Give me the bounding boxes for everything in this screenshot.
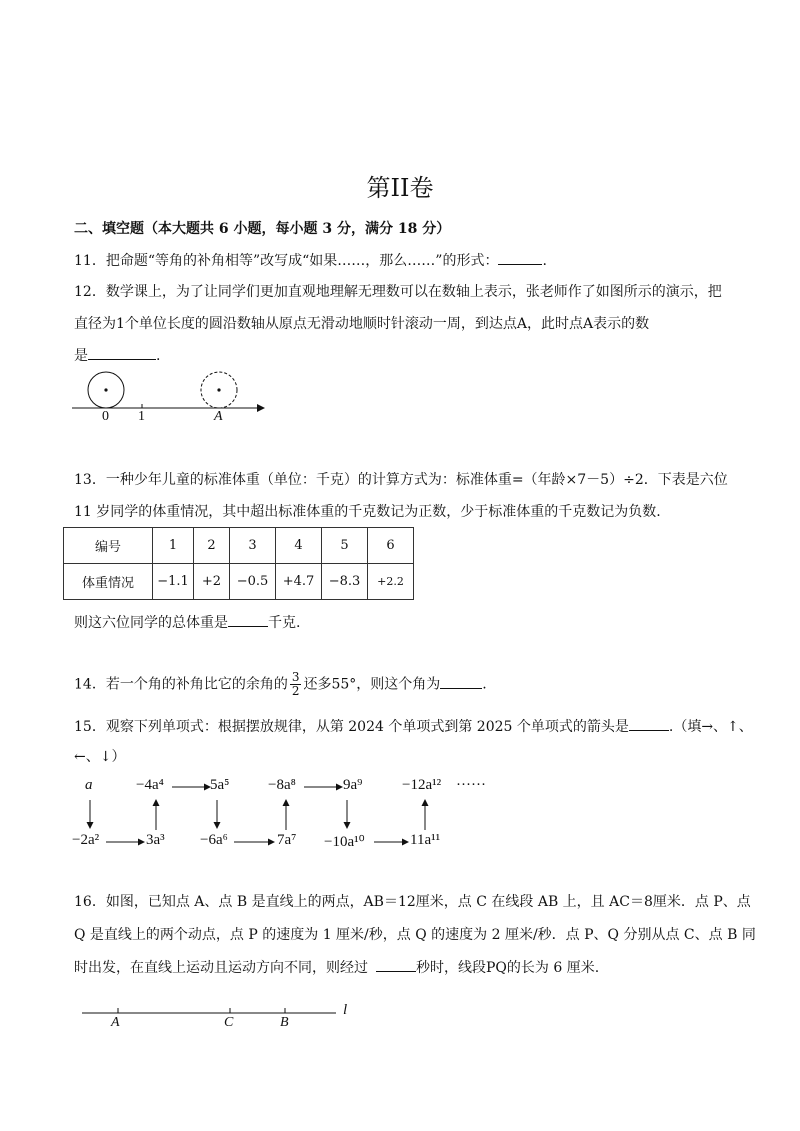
q13-after-text: 则这六位同学的总体重是 — [74, 615, 228, 631]
q11-period: . — [542, 253, 547, 269]
term-6: −6a⁶ — [200, 832, 228, 848]
q11-answer-blank[interactable] — [498, 263, 542, 265]
dashed-circle-center — [217, 388, 220, 391]
term-2: −2a² — [72, 832, 100, 848]
q12-line3-text: 是 — [74, 348, 88, 364]
page-title: 第II卷 — [366, 174, 434, 202]
q14-text: 14．若一个角的补角比它的余角的 — [74, 676, 288, 693]
solid-circle-center — [104, 388, 107, 391]
term-11: 11a¹¹ — [410, 832, 441, 848]
table-cell: 4 — [276, 528, 322, 564]
q13-line1: 13．一种少年儿童的标准体重（单位：千克）的计算方式为：标准体重=（年龄×7－5）÷2．下表是六位 — [74, 472, 728, 488]
q12-line1: 12．数学课上，为了让同学们更加直观地理解无理数可以在数轴上表示，张老师作了如图所示的演示，把 — [74, 284, 722, 300]
question-14 — [74, 671, 487, 698]
term-1: a — [85, 777, 93, 793]
table-cell: 体重情况 — [64, 564, 153, 600]
label-point-A: A — [111, 1015, 120, 1030]
table-cell: −8.3 — [322, 564, 368, 600]
section-heading: 二、填空题（本大题共 6 小题，每小题 3 分，满分 18 分） — [74, 221, 451, 237]
q12-number-line-figure — [68, 368, 278, 430]
term-7: 7a⁷ — [277, 832, 297, 848]
label-line-l: l — [343, 1002, 348, 1018]
table-cell: −0.5 — [230, 564, 276, 600]
ellipsis: ······ — [456, 777, 486, 793]
weight-table — [63, 527, 414, 600]
term-5: 5a⁵ — [210, 777, 230, 793]
q12-line2: 直径为1个单位长度的圆沿数轴从原点无滑动地顺时针滚动一周，到达点A，此时点A表示的数 — [74, 316, 650, 332]
table-cell: 2 — [194, 528, 230, 564]
term-3: 3a³ — [146, 832, 165, 848]
q13-answer-blank[interactable] — [228, 625, 268, 627]
fraction-3-2 — [290, 671, 302, 698]
question-11 — [74, 250, 547, 270]
table-cell: 5 — [322, 528, 368, 564]
q15-text-b: .（填→、↑、 — [668, 719, 753, 735]
table-header-row — [64, 528, 414, 564]
label-point-B: B — [280, 1015, 289, 1030]
table-cell: +4.7 — [276, 564, 322, 600]
q16-text: 时出发，在直线上运动且运动方向不同，则经过 — [74, 960, 368, 976]
label-A: A — [214, 409, 223, 424]
fraction-numerator: 3 — [291, 670, 300, 684]
q12-period: . — [156, 348, 161, 364]
fraction-denominator: 2 — [291, 684, 300, 698]
table-cell: +2.2 — [368, 564, 414, 600]
label-0: 0 — [102, 409, 109, 424]
table-cell: +2 — [194, 564, 230, 600]
q13-answer-line — [74, 612, 300, 632]
q15-answer-blank[interactable] — [629, 729, 669, 731]
label-1: 1 — [138, 409, 145, 424]
q14-answer-blank[interactable] — [440, 687, 482, 689]
q11-text: 11．把命题“等角的补角相等”改写成“如果……，那么……”的形式： — [74, 253, 499, 269]
q15-line1 — [74, 716, 753, 736]
q12-line3 — [74, 345, 160, 365]
q13-unit: 千克. — [268, 615, 301, 631]
label-point-C: C — [224, 1015, 234, 1030]
q15-text: 15．观察下列单项式：根据摆放规律，从第 2024 个单项式到第 2025 个单项式的箭头是 — [74, 719, 629, 735]
q16-answer-blank[interactable] — [376, 970, 416, 972]
term-4: −4a⁴ — [136, 777, 164, 793]
q16-text-b: 秒时，线段PQ的长为 6 厘米. — [416, 960, 600, 976]
q14-text-b: 还多55°，则这个角为 — [303, 676, 441, 693]
term-9: 9a⁹ — [343, 777, 363, 793]
q12-answer-blank[interactable] — [88, 358, 156, 360]
table-cell: 编号 — [64, 528, 153, 564]
q15-line2: ←、↓） — [74, 749, 126, 765]
table-cell: 6 — [368, 528, 414, 564]
table-row — [64, 564, 414, 600]
table-cell: 3 — [230, 528, 276, 564]
q14-period: . — [482, 676, 487, 693]
term-10: −10a¹⁰ — [324, 834, 365, 850]
term-8: −8a⁸ — [268, 777, 296, 793]
q13-line2: 11 岁同学的体重情况，其中超出标准体重的千克数记为正数，少于标准体重的千克数记为负数. — [74, 504, 661, 520]
table-cell: −1.1 — [153, 564, 194, 600]
table-cell: 1 — [153, 528, 194, 564]
term-12: −12a¹² — [402, 777, 442, 793]
q16-line3 — [74, 957, 599, 977]
q16-line1: 16．如图，已知点 A、点 B 是直线上的两点，AB＝12厘米，点 C 在线段 AB 上，且 AC＝8厘米．点 P、点 — [74, 894, 751, 910]
q16-line2: Q 是直线上的两个动点，点 P 的速度为 1 厘米/秒，点 Q 的速度为 2 厘米/秒．点 P、Q 分别从点 C、点 B 同 — [74, 927, 756, 943]
